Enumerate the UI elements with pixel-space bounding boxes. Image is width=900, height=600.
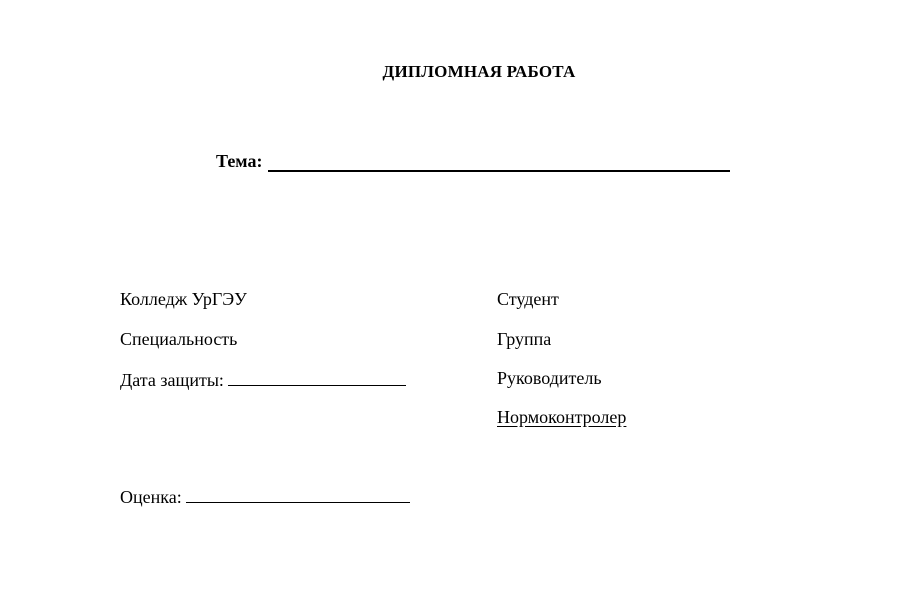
college-label: Колледж УрГЭУ	[120, 289, 247, 309]
topic-label: Тема:	[216, 151, 263, 171]
group-label: Группа	[497, 329, 552, 349]
topic-row	[216, 150, 730, 172]
supervisor-label: Руководитель	[497, 368, 602, 388]
defense-date-label: Дата защиты:	[120, 370, 224, 390]
grade-blank-line[interactable]	[186, 484, 410, 503]
grade-label: Оценка:	[120, 487, 182, 507]
defense-date-blank-line[interactable]	[228, 367, 406, 386]
specialty-label: Специальность	[120, 329, 238, 349]
norm-controller-label: Нормоконтролер	[497, 407, 627, 427]
defense-date-row	[120, 367, 406, 391]
document-title: ДИПЛОМНАЯ РАБОТА	[382, 62, 576, 81]
grade-row	[120, 484, 410, 508]
student-label: Студент	[497, 289, 559, 309]
topic-blank-line[interactable]	[268, 150, 730, 172]
